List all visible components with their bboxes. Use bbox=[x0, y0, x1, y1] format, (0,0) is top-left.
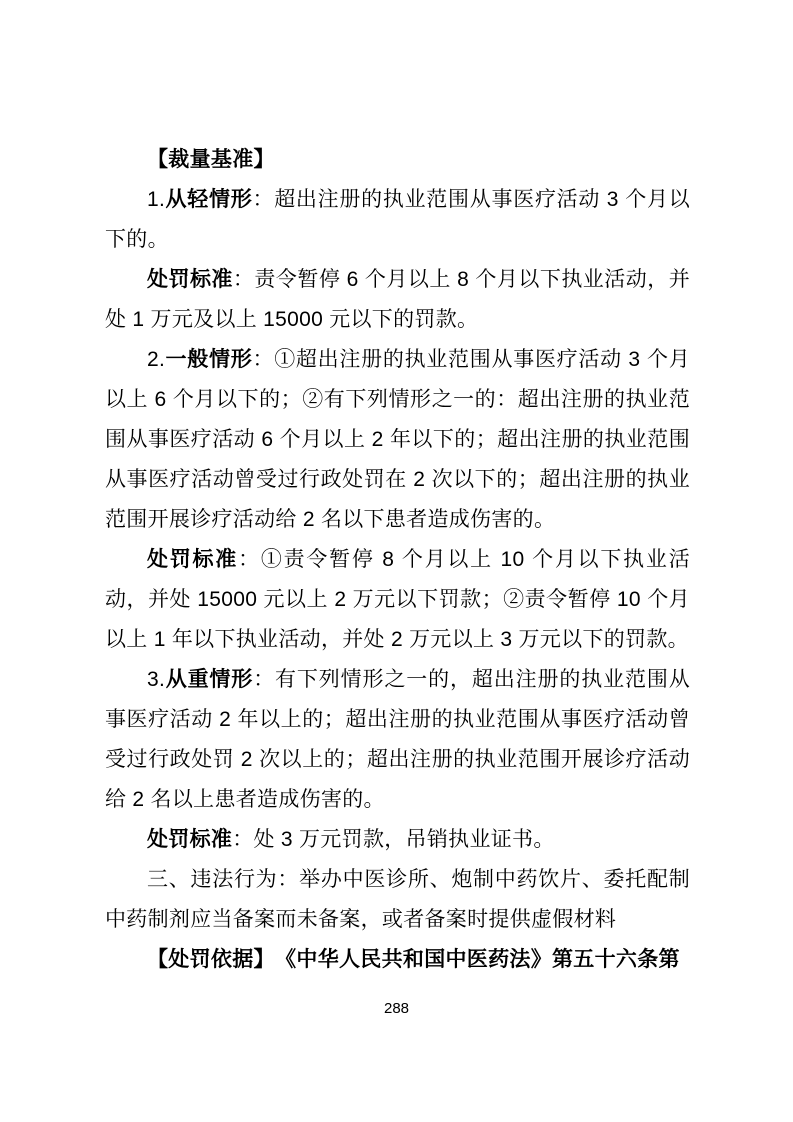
text-run: ：处 3 万元罚款，吊销执业证书。 bbox=[232, 828, 555, 851]
paragraph-penalty-standard-2 bbox=[105, 540, 690, 660]
text-run: ：有下列情形之一的，超出注册的执业范围从事医疗活动 2 年以上的；超出注册的执业范围从事医疗活动曾受过行政处罚 2 次以上的；超出注册的执业范围开展诊疗活动给 2 名以上患者造成伤害的。 bbox=[105, 668, 691, 811]
document-body bbox=[105, 140, 690, 980]
text-run: 2. bbox=[147, 348, 166, 371]
text-run: 3. bbox=[147, 668, 166, 691]
heading-text: 【裁量基准】 bbox=[147, 148, 275, 171]
heading-text: 【处罚依据】 《中华人民共和国中医药法》第五十六条第 bbox=[147, 948, 680, 971]
paragraph-severe-circumstance bbox=[105, 660, 690, 820]
text-run: ：①超出注册的执业范围从事医疗活动 3 个月以上 6 个月以下的；②有下列情形之一的：超出注册的执业范围从事医疗活动 6 个月以上 2 年以下的；超出注册的执业范围从事医疗活动曾受过行政处罚在 2 次以下的；超出注册的执业范围开展诊疗活动给 2 名以下患者造成伤害的。 bbox=[105, 348, 690, 531]
text-run: ：①责令暂停 8 个月以上 10 个月以下执业活动，并处 15000 元以上 2 万元以下罚款；②责令暂停 10 个月以上 1 年以下执业活动，并处 2 万元以上 3 万元以下的罚款。 bbox=[105, 548, 691, 651]
paragraph-lenient-circumstance bbox=[105, 180, 690, 260]
text-run-bold: 处罚标准 bbox=[147, 548, 239, 571]
text-run-bold: 处罚标准 bbox=[147, 828, 233, 851]
paragraph-penalty-standard-1 bbox=[105, 260, 690, 340]
text-run: 三、违法行为：举办中医诊所、炮制中药饮片、委托配制中药制剂应当备案而未备案，或者备案时提供虚假材料 bbox=[105, 868, 690, 931]
paragraph-heading-discretion-basis bbox=[105, 140, 690, 180]
paragraph-illegal-act-three bbox=[105, 860, 690, 940]
text-run-bold: 一般情形 bbox=[165, 348, 253, 371]
paragraph-penalty-basis-heading bbox=[105, 940, 690, 980]
paragraph-penalty-standard-3 bbox=[105, 820, 690, 860]
text-run: 1. bbox=[147, 188, 166, 211]
text-run: ：超出注册的执业范围从事医疗活动 3 个月以下的。 bbox=[105, 188, 690, 251]
text-run-bold: 处罚标准 bbox=[147, 268, 233, 291]
text-run-bold: 从轻情形 bbox=[165, 188, 253, 211]
text-run-bold: 从重情形 bbox=[165, 668, 254, 691]
text-run: ：责令暂停 6 个月以上 8 个月以下执业活动，并处 1 万元及以上 15000 元以下的罚款。 bbox=[105, 268, 691, 331]
paragraph-general-circumstance bbox=[105, 340, 690, 540]
page-number: 288 bbox=[383, 1000, 410, 1017]
